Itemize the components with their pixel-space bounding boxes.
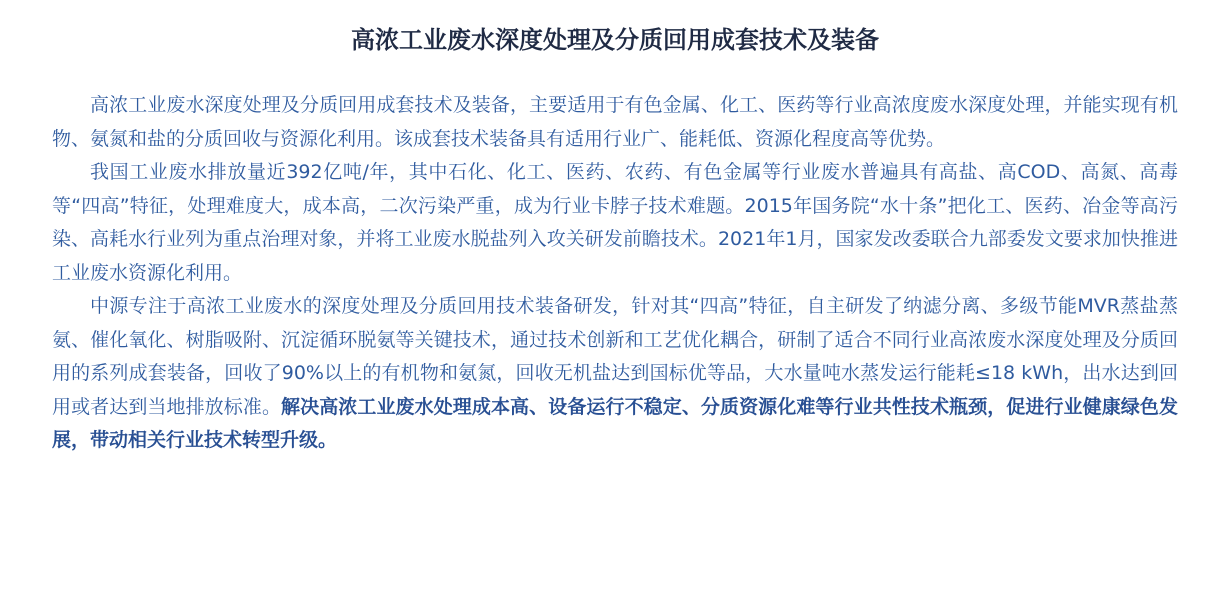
paragraph-solution (52, 290, 1178, 458)
paragraph-background: 我国工业废水排放量近392亿吨/年，其中石化、化工、医药、农药、有色金属等行业废水普遍具有高盐、高COD、高氮、高毒等“四高”特征，处理难度大，成本高，二次污染严重，成为行业卡脖子技术难题。2015年国务院“水十条”把化工、医药、冶金等高污染、高耗水行业列为重点治理对象，并将工业废水脱盐列入攻关研发前瞻技术。2021年1月，国家发改委联合九部委发文要求加快推进工业废水资源化利用。 (52, 161, 1178, 284)
article (52, 18, 1178, 458)
article-title: 高浓工业废水深度处理及分质回用成套技术及装备 (351, 26, 879, 54)
paragraph-solution-highlight: 解决高浓工业废水处理成本高、设备运行不稳定、分质资源化难等行业共性技术瓶颈，促进行业健康绿色发展，带动相关行业技术转型升级。 (52, 395, 1178, 451)
article-body (52, 89, 1178, 458)
paragraph-intro: 高浓工业废水深度处理及分质回用成套技术及装备，主要适用于有色金属、化工、医药等行业高浓度废水深度处理，并能实现有机物、氨氮和盐的分质回收与资源化利用。该成套技术装备具有适用行业广、能耗低、资源化程度高等优势。 (52, 94, 1178, 150)
paragraph-solution-text: 中源专注于高浓工业废水的深度处理及分质回用技术装备研发，针对其“四高”特征，自主研发了纳滤分离、多级节能MVR蒸盐蒸氨、催化氧化、树脂吸附、沉淀循环脱氨等关键技术，通过技术创新和工艺优化耦合，研制了适合不同行业高浓废水深度处理及分质回用的系列成套装备，回收了90%以上的有机物和氨氮，回收无机盐达到国标优等品，大水量吨水蒸发运行能耗≤18 kWh，出水达到回用或者达到当地排放标准。 (52, 295, 1178, 418)
